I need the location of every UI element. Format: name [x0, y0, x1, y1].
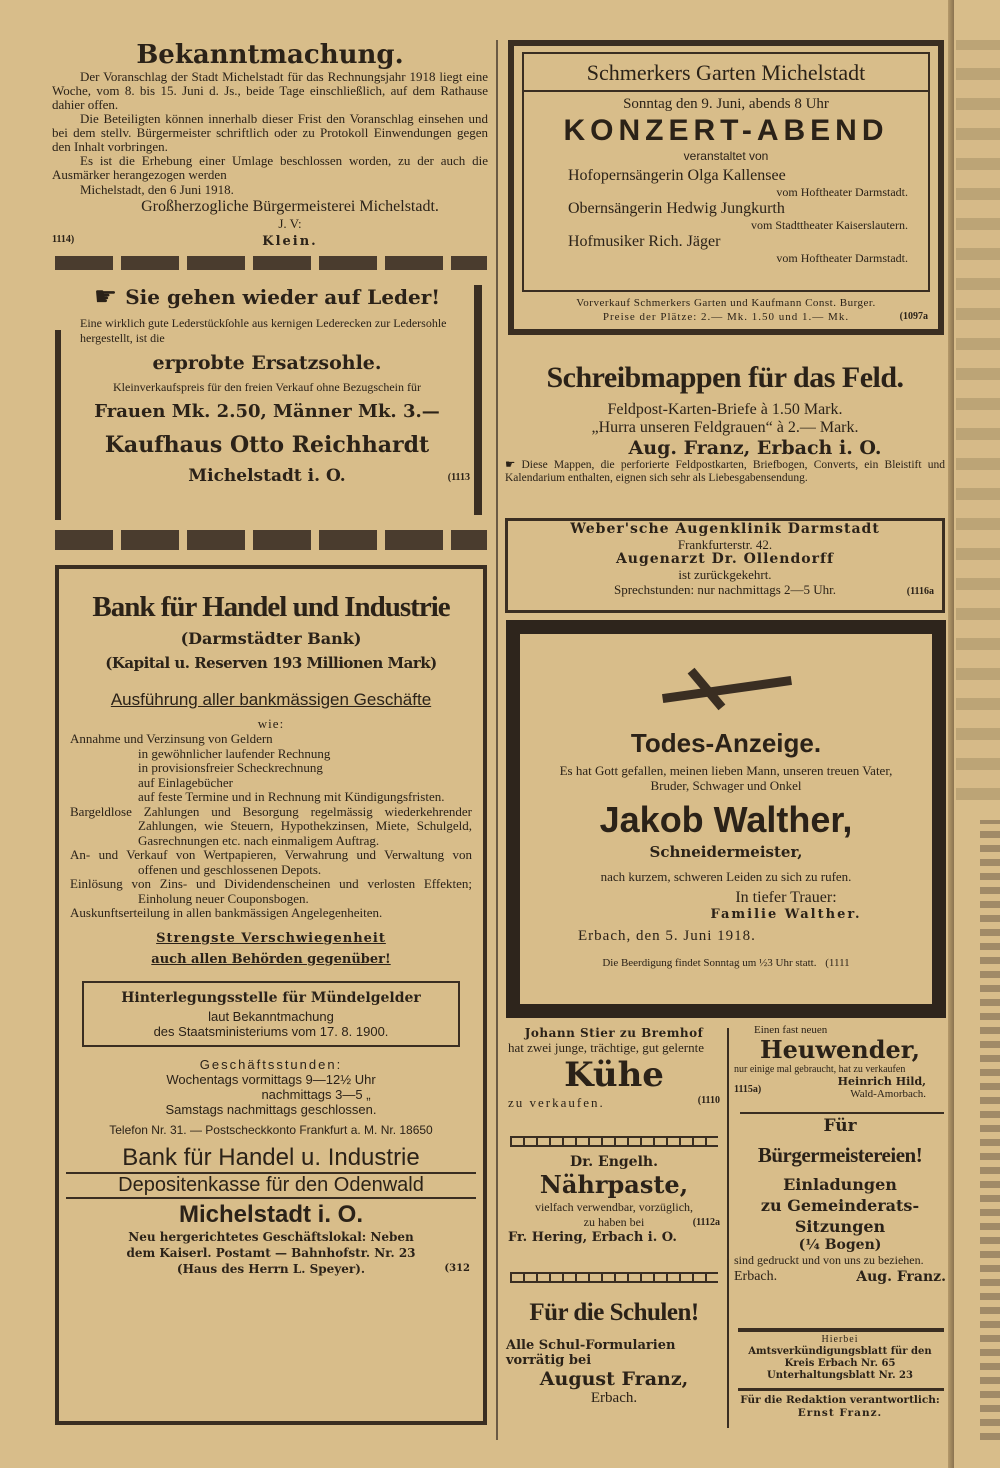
tedder-ref: 1115a) — [734, 1084, 762, 1095]
bank-service: auf Einlagebücher — [138, 774, 233, 790]
hours-line: nachmittags 3—5 „ — [261, 1086, 371, 1102]
bank-service: Bargeldlose Zahlungen und Besorgung regelmässig wiederkehrender Zahlungen, wie Steuern, Hypothekzinsen, Miete, Schulgeld, Gasrechnungen etc. nach einmaligem Auftrag. — [70, 803, 472, 848]
next-page-fragment — [980, 820, 1000, 1440]
leather-headline: Sie gehen wieder auf Leder! — [125, 285, 441, 309]
supplement-note — [734, 1334, 946, 1382]
cross-icon — [522, 660, 930, 718]
concert-artist: Hofmusiker Rich. Jäger — [568, 233, 721, 250]
pointing-hand-icon: ☛ — [93, 282, 118, 311]
paste-text: vielfach verwendbar, vorzüglich, — [534, 1200, 694, 1214]
mayors-ad — [734, 1116, 946, 1285]
paste-text: Dr. Engelh. — [570, 1154, 658, 1170]
branch-address: Neu hergerichtetes Geschäftslokal: Neben — [128, 1229, 414, 1244]
bank-service: in provisionsfreier Scheckrechnung — [138, 760, 323, 775]
bank-wie: wie: — [257, 716, 285, 731]
paste-ad — [508, 1154, 720, 1245]
concert-venue: Schmerkers Garten Michelstadt — [524, 60, 928, 92]
bank-service: Annahme und Verzinsung von Geldern — [70, 731, 273, 746]
official-notice — [52, 40, 488, 248]
folders-seller: Aug. Franz, Erbach i. O. — [628, 437, 882, 459]
schools-text: Alle Schul-Formularien vorrätig bei — [506, 1338, 676, 1368]
notice-iv: J. V: — [278, 216, 302, 231]
schools-title: Für die Schulen! — [529, 1299, 699, 1326]
concert-by: veranstaltet von — [683, 149, 769, 163]
deposit-box — [82, 981, 460, 1047]
clinic-address: Frankfurterstr. 42. — [677, 537, 773, 552]
cows-ad — [508, 1026, 720, 1111]
death-name: Jakob Walther, — [599, 799, 853, 840]
notice-signature: Klein. — [262, 234, 318, 249]
clinic-name: Weber'sche Augenklinik Darmstadt — [570, 521, 880, 537]
supplement-text: Hierbei — [821, 1334, 859, 1345]
ornament-border — [510, 1272, 718, 1283]
tedder-ad — [734, 1024, 946, 1100]
deposit-title: Hinterlegungsstelle für Mündelgelder — [121, 989, 421, 1006]
mayors-text: Sitzungen — [794, 1217, 886, 1236]
leather-product: erprobte Ersatzsohle. — [152, 352, 382, 374]
death-text: nach kurzem, schweren Leiden zu sich zu rufen. — [600, 869, 852, 884]
column-rule — [496, 40, 498, 1440]
notice-paragraph: Die Beteiligten können innerhalb dieser Frist den Voranschlag einsehen und bei dem stellv. Bürgermeister schriftlich oder zu Protokoll Einwendungen gegen den Inhalt vorbringen. — [52, 111, 488, 154]
mayors-text: Einladungen — [783, 1175, 897, 1194]
cows-text: hat zwei junge, trächtige, gut gelernte — [508, 1040, 705, 1055]
hours-heading: Geschäftsstunden: — [199, 1056, 343, 1072]
folders-note: ☛ Diese Mappen, die perforierte Feldpostkarten, Briefbogen, Converts, ein Bleistift und Kalendarium enthalten, eignen sich sehr als Liebesgabensendung. — [505, 459, 946, 484]
branch-title: Bank für Handel u. Industrie — [66, 1144, 476, 1174]
tedder-text: nur einige mal gebraucht, hat zu verkaufen — [734, 1064, 906, 1075]
divider — [740, 1112, 944, 1114]
bank-service: Einlösung von Zins- und Dividendenscheinen und verlosten Effekten; Einholung neuer Couponsbogen. — [70, 876, 472, 906]
leather-prices: Frauen Mk. 2.50, Männer Mk. 3.— — [94, 401, 440, 422]
divider — [474, 285, 482, 515]
concert-artist: Hofopernsängerin Olga Kallensee — [568, 167, 786, 184]
page-gutter — [948, 0, 954, 1468]
bank-title: Bank für Handel und Industrie — [92, 591, 450, 623]
bank-service: Auskunftserteilung in allen bankmässigen Angelegenheiten. — [70, 905, 383, 920]
cows-footer: zu verkaufen. (1110 — [508, 1095, 720, 1110]
bank-secrecy: auch allen Behörden gegenüber! — [151, 951, 391, 967]
notice-ref: 1114) — [52, 234, 75, 245]
tedder-text: Einen fast neuen — [754, 1024, 828, 1036]
clinic-content — [510, 522, 940, 597]
supplement-text: Unterhaltungsblatt Nr. 23 — [767, 1370, 913, 1381]
branch-address: dem Kaiserl. Postamt — Bahnhofstr. Nr. 23 — [126, 1245, 416, 1260]
bank-ad-content — [66, 585, 476, 1277]
leather-ad — [64, 282, 470, 486]
bank-subtitle: (Darmstädter Bank) — [180, 629, 362, 648]
concert-artist-venue: vom Hoftheater Darmstadt. — [776, 185, 908, 199]
bank-service: auf feste Termine und in Rechnung mit Kündigungsfristen. — [138, 789, 445, 804]
bank-service: An- und Verkauf von Wertpapieren, Verwahrung und Verwaltung von offenen und geschlossenen Depots. — [70, 847, 472, 877]
schools-seller: August Franz, — [539, 1368, 689, 1390]
mayors-text: Für — [823, 1116, 857, 1136]
divider — [738, 1328, 944, 1332]
death-title: Todes-Anzeige. — [630, 728, 822, 758]
editor-text: Ernst Franz. — [797, 1407, 883, 1419]
branch-subtitle: Depositenkasse für den Odenwald — [66, 1174, 476, 1199]
notice-paragraph: Es ist die Erhebung einer Umlage beschlossen worden, zu der auch die Ausmärker herangezogen werden — [52, 153, 488, 182]
pointing-hand-icon: ☛ — [505, 459, 522, 471]
concert-footer — [524, 296, 928, 324]
bank-services-heading: Ausführung aller bankmässigen Geschäfte — [110, 690, 432, 709]
hours-line: Wochentags vormittags 9—12½ Uhr — [166, 1071, 376, 1087]
divider — [738, 1388, 944, 1391]
death-date: Erbach, den 5. Juni 1918. — [578, 928, 756, 944]
notice-title: Bekanntmachung. — [136, 40, 404, 70]
paste-text: zu haben bei (1112a — [583, 1215, 720, 1229]
mayors-seller: Aug. Franz. — [856, 1269, 946, 1285]
next-page-fragment — [956, 40, 1000, 800]
mayors-text: (¼ Bogen) — [798, 1237, 882, 1253]
deposit-text: laut Bekanntmachung — [208, 1008, 334, 1024]
folders-line: „Hurra unseren Feldgrauen“ à 2.— Mark. — [591, 419, 859, 436]
concert-date: Sonntag den 9. Juni, abends 8 Uhr — [623, 96, 829, 112]
divider — [55, 330, 61, 520]
schools-town: Erbach. — [590, 1390, 638, 1406]
notice-paragraph: Der Voranschlag der Stadt Michelstadt für das Rechnungsjahr 1918 liegt eine Woche, vom 8. bis 15. Juni d. Js., beide Tage einschließlich, auf dem Rathause dahier offen. — [52, 69, 488, 112]
clinic-text: ist zurückgekehrt. — [678, 567, 772, 582]
concert-artist-venue: vom Stadttheater Kaiserslautern. — [751, 218, 908, 232]
cows-title: Kühe — [564, 1055, 664, 1095]
branch-town: Michelstadt i. O. — [178, 1200, 364, 1228]
leather-town: Michelstadt i. O. — [188, 466, 346, 486]
leather-ref: (1113 — [447, 472, 470, 483]
folders-ad — [505, 355, 945, 485]
death-funeral: Die Beerdigung findet Sonntag um ½3 Uhr statt. (1111 — [602, 957, 850, 969]
concert-title: KONZERT-ABEND — [563, 114, 889, 147]
supplement-text: Kreis Erbach Nr. 65 — [784, 1358, 896, 1369]
death-text: Es hat Gott gefallen, meinen lieben Mann, unseren treuen Vater, Bruder, Schwager und Onkel — [559, 763, 893, 793]
death-family: Familie Walther. — [710, 907, 862, 922]
death-trade: Schneidermeister, — [649, 843, 803, 861]
concert-artist-venue: vom Hoftheater Darmstadt. — [776, 251, 908, 265]
schools-ad — [506, 1288, 722, 1407]
notice-authority: Großherzogliche Bürgermeisterei Michelstadt. — [141, 198, 439, 215]
leather-text: Kleinverkaufspreis für den freien Verkauf ohne Bezugschein für — [113, 380, 421, 394]
mayors-town: Erbach. — [734, 1269, 778, 1284]
death-content — [522, 660, 930, 969]
bank-capital: (Kapital u. Reserven 193 Millionen Mark) — [105, 654, 437, 672]
leather-shop: Kaufhaus Otto Reichhardt — [104, 432, 430, 458]
branch-address: (Haus des Herrn L. Speyer). — [176, 1261, 366, 1276]
concert-artist: Obernsängerin Hedwig Jungkurth — [568, 200, 785, 217]
leather-text: Eine wirklich gute Lederstückſohle aus kernigen Lederecken zur Ledersohle hergestellt, ist die — [80, 316, 447, 345]
mayors-text: zu Gemeinderats- — [760, 1196, 920, 1215]
bank-secrecy: Strengste Verschwiegenheit — [156, 930, 386, 946]
folders-title: Schreibmappen für das Feld. — [546, 361, 904, 394]
paste-title: Nährpaste, — [539, 1170, 689, 1199]
tedder-title: Heuwender, — [759, 1035, 921, 1064]
clinic-hours: Sprechstunden: nur nachmittags 2—5 Uhr. (1116a — [613, 582, 934, 597]
paste-seller: Fr. Hering, Erbach i. O. — [508, 1230, 677, 1245]
editor-note — [734, 1394, 946, 1420]
bank-service: in gewöhnlicher laufender Rechnung — [138, 745, 331, 761]
mayors-title: Bürgermeistereien! — [757, 1143, 923, 1167]
folders-line: Feldpost-Karten-Briefe à 1.50 Mark. — [607, 401, 843, 418]
bank-ref: (312 — [444, 1262, 470, 1274]
deposit-text: des Staatsministeriums vom 17. 8. 1900. — [153, 1023, 389, 1039]
tedder-seller: Heinrich Hild, — [837, 1075, 926, 1088]
death-mourning: In tiefer Trauer: — [735, 889, 837, 906]
concert-presale: Vorverkauf Schmerkers Garten und Kaufmann Const. Burger. — [576, 297, 876, 309]
divider — [55, 256, 487, 270]
bank-phone: Telefon Nr. 31. — Postscheckkonto Frankfurt a. M. Nr. 18650 — [109, 1122, 433, 1137]
notice-date: Michelstadt, den 6 Juni 1918. — [80, 182, 234, 197]
divider — [55, 530, 487, 550]
ornament-border — [510, 1136, 718, 1147]
mayors-text: sind gedruckt und von uns zu beziehen. — [734, 1253, 924, 1267]
tedder-town: Wald-Amorbach. — [850, 1088, 926, 1100]
concert-content — [524, 60, 928, 266]
column-rule — [727, 1028, 729, 1428]
hours-line: Samstags nachmittags geschlossen. — [165, 1101, 377, 1117]
cows-text: Johann Stier zu Bremhof — [524, 1026, 704, 1040]
clinic-doctor: Augenarzt Dr. Ollendorff — [615, 551, 835, 567]
concert-prices: Preise der Plätze: 2.— Mk. 1.50 und 1.— Mk. (1097a — [602, 311, 928, 323]
editor-text: Für die Redaktion verantwortlich: — [740, 1394, 940, 1406]
supplement-text: Amtsverkündigungsblatt für den — [748, 1346, 932, 1357]
